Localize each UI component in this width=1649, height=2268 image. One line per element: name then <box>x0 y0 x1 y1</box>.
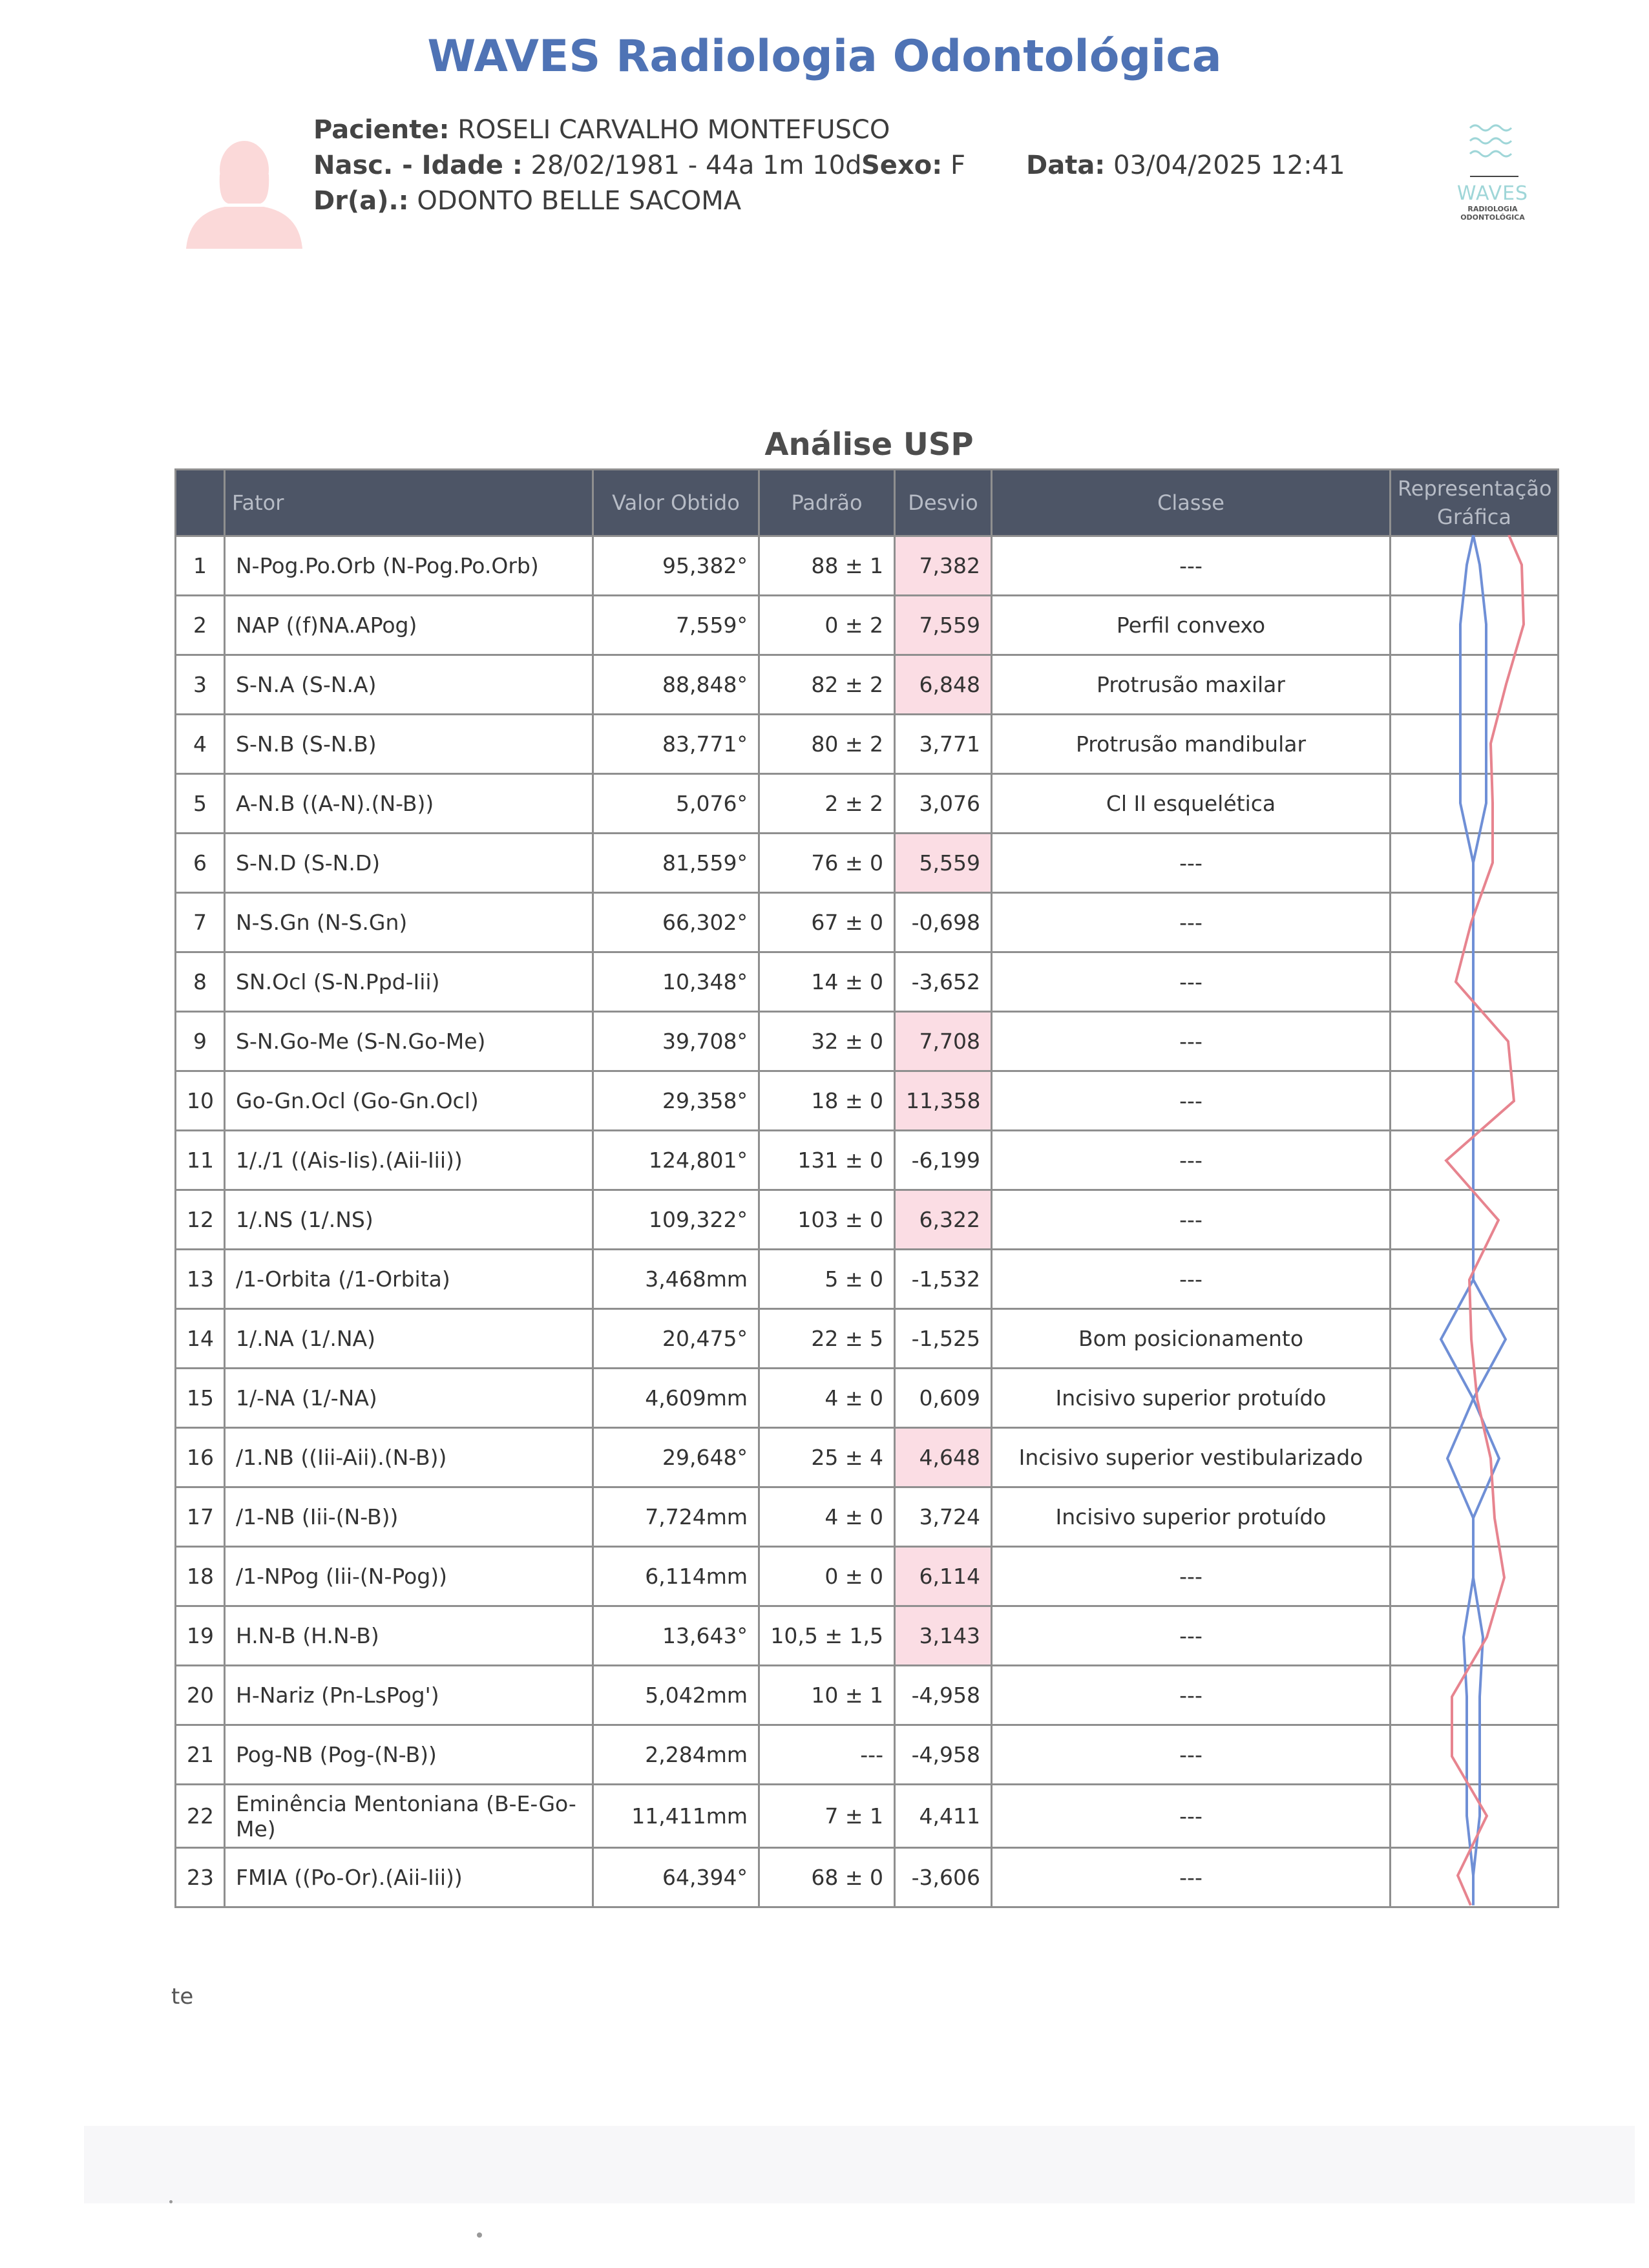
row-class: Incisivo superior protuído <box>992 1369 1391 1428</box>
row-class: --- <box>992 1547 1391 1606</box>
table-header-row <box>176 470 1559 536</box>
row-factor: /1-NPog (Iii-(N-Pog)) <box>225 1547 593 1606</box>
row-class: Cl II esquelética <box>992 774 1391 834</box>
row-deviation: -3,606 <box>895 1848 992 1907</box>
row-value: 88,848° <box>593 655 759 715</box>
date-label: Data: <box>1026 151 1106 180</box>
table-row <box>176 1309 1559 1369</box>
table-row <box>176 1666 1559 1725</box>
row-deviation: 7,559 <box>895 596 992 655</box>
table-row <box>176 536 1559 596</box>
sex-line <box>861 151 965 180</box>
row-graphic-cell <box>1391 1848 1559 1907</box>
row-number: 15 <box>176 1369 225 1428</box>
row-deviation: -1,525 <box>895 1309 992 1369</box>
row-standard: 10,5 ± 1,5 <box>759 1606 895 1666</box>
row-deviation: 6,322 <box>895 1190 992 1250</box>
col-header-class: Classe <box>992 470 1391 536</box>
row-factor: S-N.Go-Me (S-N.Go-Me) <box>225 1012 593 1071</box>
row-number: 16 <box>176 1428 225 1487</box>
waves-logo-icon <box>1444 115 1541 180</box>
row-standard: 103 ± 0 <box>759 1190 895 1250</box>
row-factor: S-N.D (S-N.D) <box>225 834 593 893</box>
row-class: Protrusão mandibular <box>992 715 1391 774</box>
table-row <box>176 655 1559 715</box>
row-standard: 7 ± 1 <box>759 1785 895 1848</box>
logo-word: WAVES <box>1456 182 1529 205</box>
row-value: 2,284mm <box>593 1725 759 1785</box>
row-factor: FMIA ((Po-Or).(Aii-Iii)) <box>225 1848 593 1907</box>
row-factor: 1/.NA (1/.NA) <box>225 1309 593 1369</box>
table-row <box>176 1071 1559 1131</box>
row-number: 10 <box>176 1071 225 1131</box>
row-value: 20,475° <box>593 1309 759 1369</box>
doctor-line <box>313 186 741 216</box>
row-standard: 68 ± 0 <box>759 1848 895 1907</box>
scan-band <box>84 2126 1635 2203</box>
row-graphic-cell <box>1391 834 1559 893</box>
row-number: 19 <box>176 1606 225 1666</box>
row-class: --- <box>992 1250 1391 1309</box>
table-row <box>176 1131 1559 1190</box>
sex-value: F <box>950 151 965 180</box>
row-deviation: 6,114 <box>895 1547 992 1606</box>
row-deviation: -4,958 <box>895 1666 992 1725</box>
row-number: 1 <box>176 536 225 596</box>
row-class: Protrusão maxilar <box>992 655 1391 715</box>
table-row <box>176 834 1559 893</box>
row-standard: 82 ± 2 <box>759 655 895 715</box>
doctor-value: ODONTO BELLE SACOMA <box>417 186 742 216</box>
row-value: 10,348° <box>593 952 759 1012</box>
row-number: 18 <box>176 1547 225 1606</box>
row-class: --- <box>992 1012 1391 1071</box>
row-deviation: -1,532 <box>895 1250 992 1309</box>
row-graphic-cell <box>1391 1190 1559 1250</box>
row-class: --- <box>992 1725 1391 1785</box>
row-standard: 0 ± 0 <box>759 1547 895 1606</box>
row-number: 2 <box>176 596 225 655</box>
row-graphic-cell <box>1391 1547 1559 1606</box>
row-value: 39,708° <box>593 1012 759 1071</box>
row-value: 5,042mm <box>593 1666 759 1725</box>
row-class: --- <box>992 1666 1391 1725</box>
row-deviation: -0,698 <box>895 893 992 952</box>
row-standard: 22 ± 5 <box>759 1309 895 1369</box>
col-header-graphic-2: Gráfica <box>1437 505 1511 529</box>
row-standard: 80 ± 2 <box>759 715 895 774</box>
row-value: 29,358° <box>593 1071 759 1131</box>
row-number: 20 <box>176 1666 225 1725</box>
col-header-deviation: Desvio <box>895 470 992 536</box>
row-graphic-cell <box>1391 893 1559 952</box>
row-value: 3,468mm <box>593 1250 759 1309</box>
table-row <box>176 1369 1559 1428</box>
row-class: --- <box>992 1785 1391 1848</box>
row-graphic-cell <box>1391 1428 1559 1487</box>
row-graphic-cell <box>1391 1725 1559 1785</box>
row-standard: 14 ± 0 <box>759 952 895 1012</box>
row-value: 13,643° <box>593 1606 759 1666</box>
row-standard: 131 ± 0 <box>759 1131 895 1190</box>
row-standard: 32 ± 0 <box>759 1012 895 1071</box>
row-graphic-cell <box>1391 536 1559 596</box>
row-graphic-cell <box>1391 655 1559 715</box>
row-standard: 2 ± 2 <box>759 774 895 834</box>
table-row <box>176 1190 1559 1250</box>
row-factor: /1-NB (Iii-(N-B)) <box>225 1487 593 1547</box>
table-row <box>176 1547 1559 1606</box>
row-factor: N-Pog.Po.Orb (N-Pog.Po.Orb) <box>225 536 593 596</box>
table-row <box>176 1848 1559 1907</box>
table-row <box>176 1250 1559 1309</box>
row-deviation: 7,708 <box>895 1012 992 1071</box>
row-graphic-cell <box>1391 1666 1559 1725</box>
table-row <box>176 1725 1559 1785</box>
table-row <box>176 893 1559 952</box>
table-row <box>176 1428 1559 1487</box>
row-standard: 4 ± 0 <box>759 1369 895 1428</box>
sex-label: Sexo: <box>861 151 943 180</box>
row-value: 6,114mm <box>593 1547 759 1606</box>
row-deviation: -4,958 <box>895 1725 992 1785</box>
row-standard: --- <box>759 1725 895 1785</box>
col-header-factor: Fator <box>225 470 593 536</box>
row-standard: 5 ± 0 <box>759 1250 895 1309</box>
table-row <box>176 715 1559 774</box>
row-standard: 76 ± 0 <box>759 834 895 893</box>
row-value: 81,559° <box>593 834 759 893</box>
row-value: 109,322° <box>593 1190 759 1250</box>
row-value: 7,559° <box>593 596 759 655</box>
birth-value: 28/02/1981 - 44a 1m 10d <box>530 151 862 180</box>
doctor-label: Dr(a).: <box>313 186 409 216</box>
row-class: --- <box>992 1131 1391 1190</box>
row-deviation: 7,382 <box>895 536 992 596</box>
row-value: 7,724mm <box>593 1487 759 1547</box>
row-class: --- <box>992 893 1391 952</box>
document-title: WAVES Radiologia Odontológica <box>427 31 1222 82</box>
row-factor: N-S.Gn (N-S.Gn) <box>225 893 593 952</box>
row-class: --- <box>992 536 1391 596</box>
col-header-value: Valor Obtido <box>593 470 759 536</box>
row-value: 66,302° <box>593 893 759 952</box>
scan-speck <box>169 2200 173 2203</box>
row-graphic-cell <box>1391 715 1559 774</box>
row-factor: Pog-NB (Pog-(N-B)) <box>225 1725 593 1785</box>
table-row <box>176 1012 1559 1071</box>
row-deviation: 6,848 <box>895 655 992 715</box>
analysis-title: Análise USP <box>764 426 974 463</box>
row-value: 5,076° <box>593 774 759 834</box>
row-deviation: 3,076 <box>895 774 992 834</box>
row-standard: 18 ± 0 <box>759 1071 895 1131</box>
row-deviation: -6,199 <box>895 1131 992 1190</box>
row-graphic-cell <box>1391 596 1559 655</box>
row-standard: 67 ± 0 <box>759 893 895 952</box>
row-value: 4,609mm <box>593 1369 759 1428</box>
row-deviation: 0,609 <box>895 1369 992 1428</box>
table-row <box>176 774 1559 834</box>
row-class: Incisivo superior protuído <box>992 1487 1391 1547</box>
row-standard: 25 ± 4 <box>759 1428 895 1487</box>
row-graphic-cell <box>1391 1785 1559 1848</box>
row-graphic-cell <box>1391 1250 1559 1309</box>
waves-logo <box>1444 115 1541 244</box>
row-standard: 88 ± 1 <box>759 536 895 596</box>
col-header-graphic <box>1391 470 1559 536</box>
col-header-standard: Padrão <box>759 470 895 536</box>
row-graphic-cell <box>1391 1012 1559 1071</box>
row-graphic-cell <box>1391 1606 1559 1666</box>
row-class: Bom posicionamento <box>992 1309 1391 1369</box>
row-class: --- <box>992 834 1391 893</box>
row-factor: /1.NB ((Iii-Aii).(N-B)) <box>225 1428 593 1487</box>
patient-avatar-icon <box>180 139 309 249</box>
scan-speck <box>477 2232 482 2238</box>
row-deviation: 3,724 <box>895 1487 992 1547</box>
row-deviation: 4,648 <box>895 1428 992 1487</box>
analysis-table <box>174 468 1559 1908</box>
row-factor: S-N.A (S-N.A) <box>225 655 593 715</box>
row-deviation: 11,358 <box>895 1071 992 1131</box>
row-factor: 1/./1 ((Ais-Iis).(Aii-Iii)) <box>225 1131 593 1190</box>
row-graphic-cell <box>1391 1369 1559 1428</box>
row-value: 83,771° <box>593 715 759 774</box>
row-class: --- <box>992 1190 1391 1250</box>
row-factor: SN.Ocl (S-N.Ppd-Iii) <box>225 952 593 1012</box>
row-graphic-cell <box>1391 952 1559 1012</box>
patient-label: Paciente: <box>313 115 450 145</box>
table-row <box>176 1487 1559 1547</box>
table-row <box>176 596 1559 655</box>
row-deviation: 4,411 <box>895 1785 992 1848</box>
row-factor: 1/-NA (1/-NA) <box>225 1369 593 1428</box>
table-row <box>176 1606 1559 1666</box>
row-number: 12 <box>176 1190 225 1250</box>
row-class: --- <box>992 952 1391 1012</box>
row-factor: A-N.B ((A-N).(N-B)) <box>225 774 593 834</box>
row-number: 11 <box>176 1131 225 1190</box>
row-graphic-cell <box>1391 1309 1559 1369</box>
row-number: 13 <box>176 1250 225 1309</box>
row-value: 64,394° <box>593 1848 759 1907</box>
row-factor: 1/.NS (1/.NS) <box>225 1190 593 1250</box>
row-number: 17 <box>176 1487 225 1547</box>
logo-sub-1: RADIOLOGIA <box>1467 205 1518 213</box>
row-factor: H.N-B (H.N-B) <box>225 1606 593 1666</box>
row-class: Perfil convexo <box>992 596 1391 655</box>
footer-note: te <box>171 1984 194 2010</box>
row-factor: NAP ((f)NA.APog) <box>225 596 593 655</box>
row-graphic-cell <box>1391 774 1559 834</box>
date-value: 03/04/2025 12:41 <box>1113 151 1345 180</box>
row-class: --- <box>992 1606 1391 1666</box>
row-class: --- <box>992 1071 1391 1131</box>
table-row <box>176 952 1559 1012</box>
logo-sub-2: ODONTOLÓGICA <box>1460 213 1525 222</box>
row-number: 7 <box>176 893 225 952</box>
row-number: 23 <box>176 1848 225 1907</box>
row-deviation: -3,652 <box>895 952 992 1012</box>
row-deviation: 3,143 <box>895 1606 992 1666</box>
row-factor: Eminência Mentoniana (B-E-Go-Me) <box>225 1785 593 1848</box>
row-graphic-cell <box>1391 1131 1559 1190</box>
date-line <box>1026 151 1345 180</box>
birth-line <box>313 151 862 180</box>
row-factor: H-Nariz (Pn-LsPog') <box>225 1666 593 1725</box>
row-number: 14 <box>176 1309 225 1369</box>
row-factor: S-N.B (S-N.B) <box>225 715 593 774</box>
row-number: 21 <box>176 1725 225 1785</box>
row-standard: 10 ± 1 <box>759 1666 895 1725</box>
row-factor: /1-Orbita (/1-Orbita) <box>225 1250 593 1309</box>
row-graphic-cell <box>1391 1487 1559 1547</box>
row-deviation: 5,559 <box>895 834 992 893</box>
row-value: 29,648° <box>593 1428 759 1487</box>
col-header-graphic-1: Representação <box>1398 476 1552 501</box>
patient-name: ROSELI CARVALHO MONTEFUSCO <box>457 115 890 145</box>
row-number: 6 <box>176 834 225 893</box>
row-number: 4 <box>176 715 225 774</box>
row-value: 11,411mm <box>593 1785 759 1848</box>
row-number: 22 <box>176 1785 225 1848</box>
table-row <box>176 1785 1559 1848</box>
row-standard: 0 ± 2 <box>759 596 895 655</box>
row-value: 124,801° <box>593 1131 759 1190</box>
col-header-num <box>176 470 225 536</box>
row-value: 95,382° <box>593 536 759 596</box>
row-factor: Go-Gn.Ocl (Go-Gn.Ocl) <box>225 1071 593 1131</box>
row-number: 8 <box>176 952 225 1012</box>
row-number: 3 <box>176 655 225 715</box>
row-class: --- <box>992 1848 1391 1907</box>
row-graphic-cell <box>1391 1071 1559 1131</box>
row-class: Incisivo superior vestibularizado <box>992 1428 1391 1487</box>
row-number: 5 <box>176 774 225 834</box>
row-number: 9 <box>176 1012 225 1071</box>
birth-label: Nasc. - Idade : <box>313 151 523 180</box>
patient-line <box>313 115 890 145</box>
row-standard: 4 ± 0 <box>759 1487 895 1547</box>
row-deviation: 3,771 <box>895 715 992 774</box>
